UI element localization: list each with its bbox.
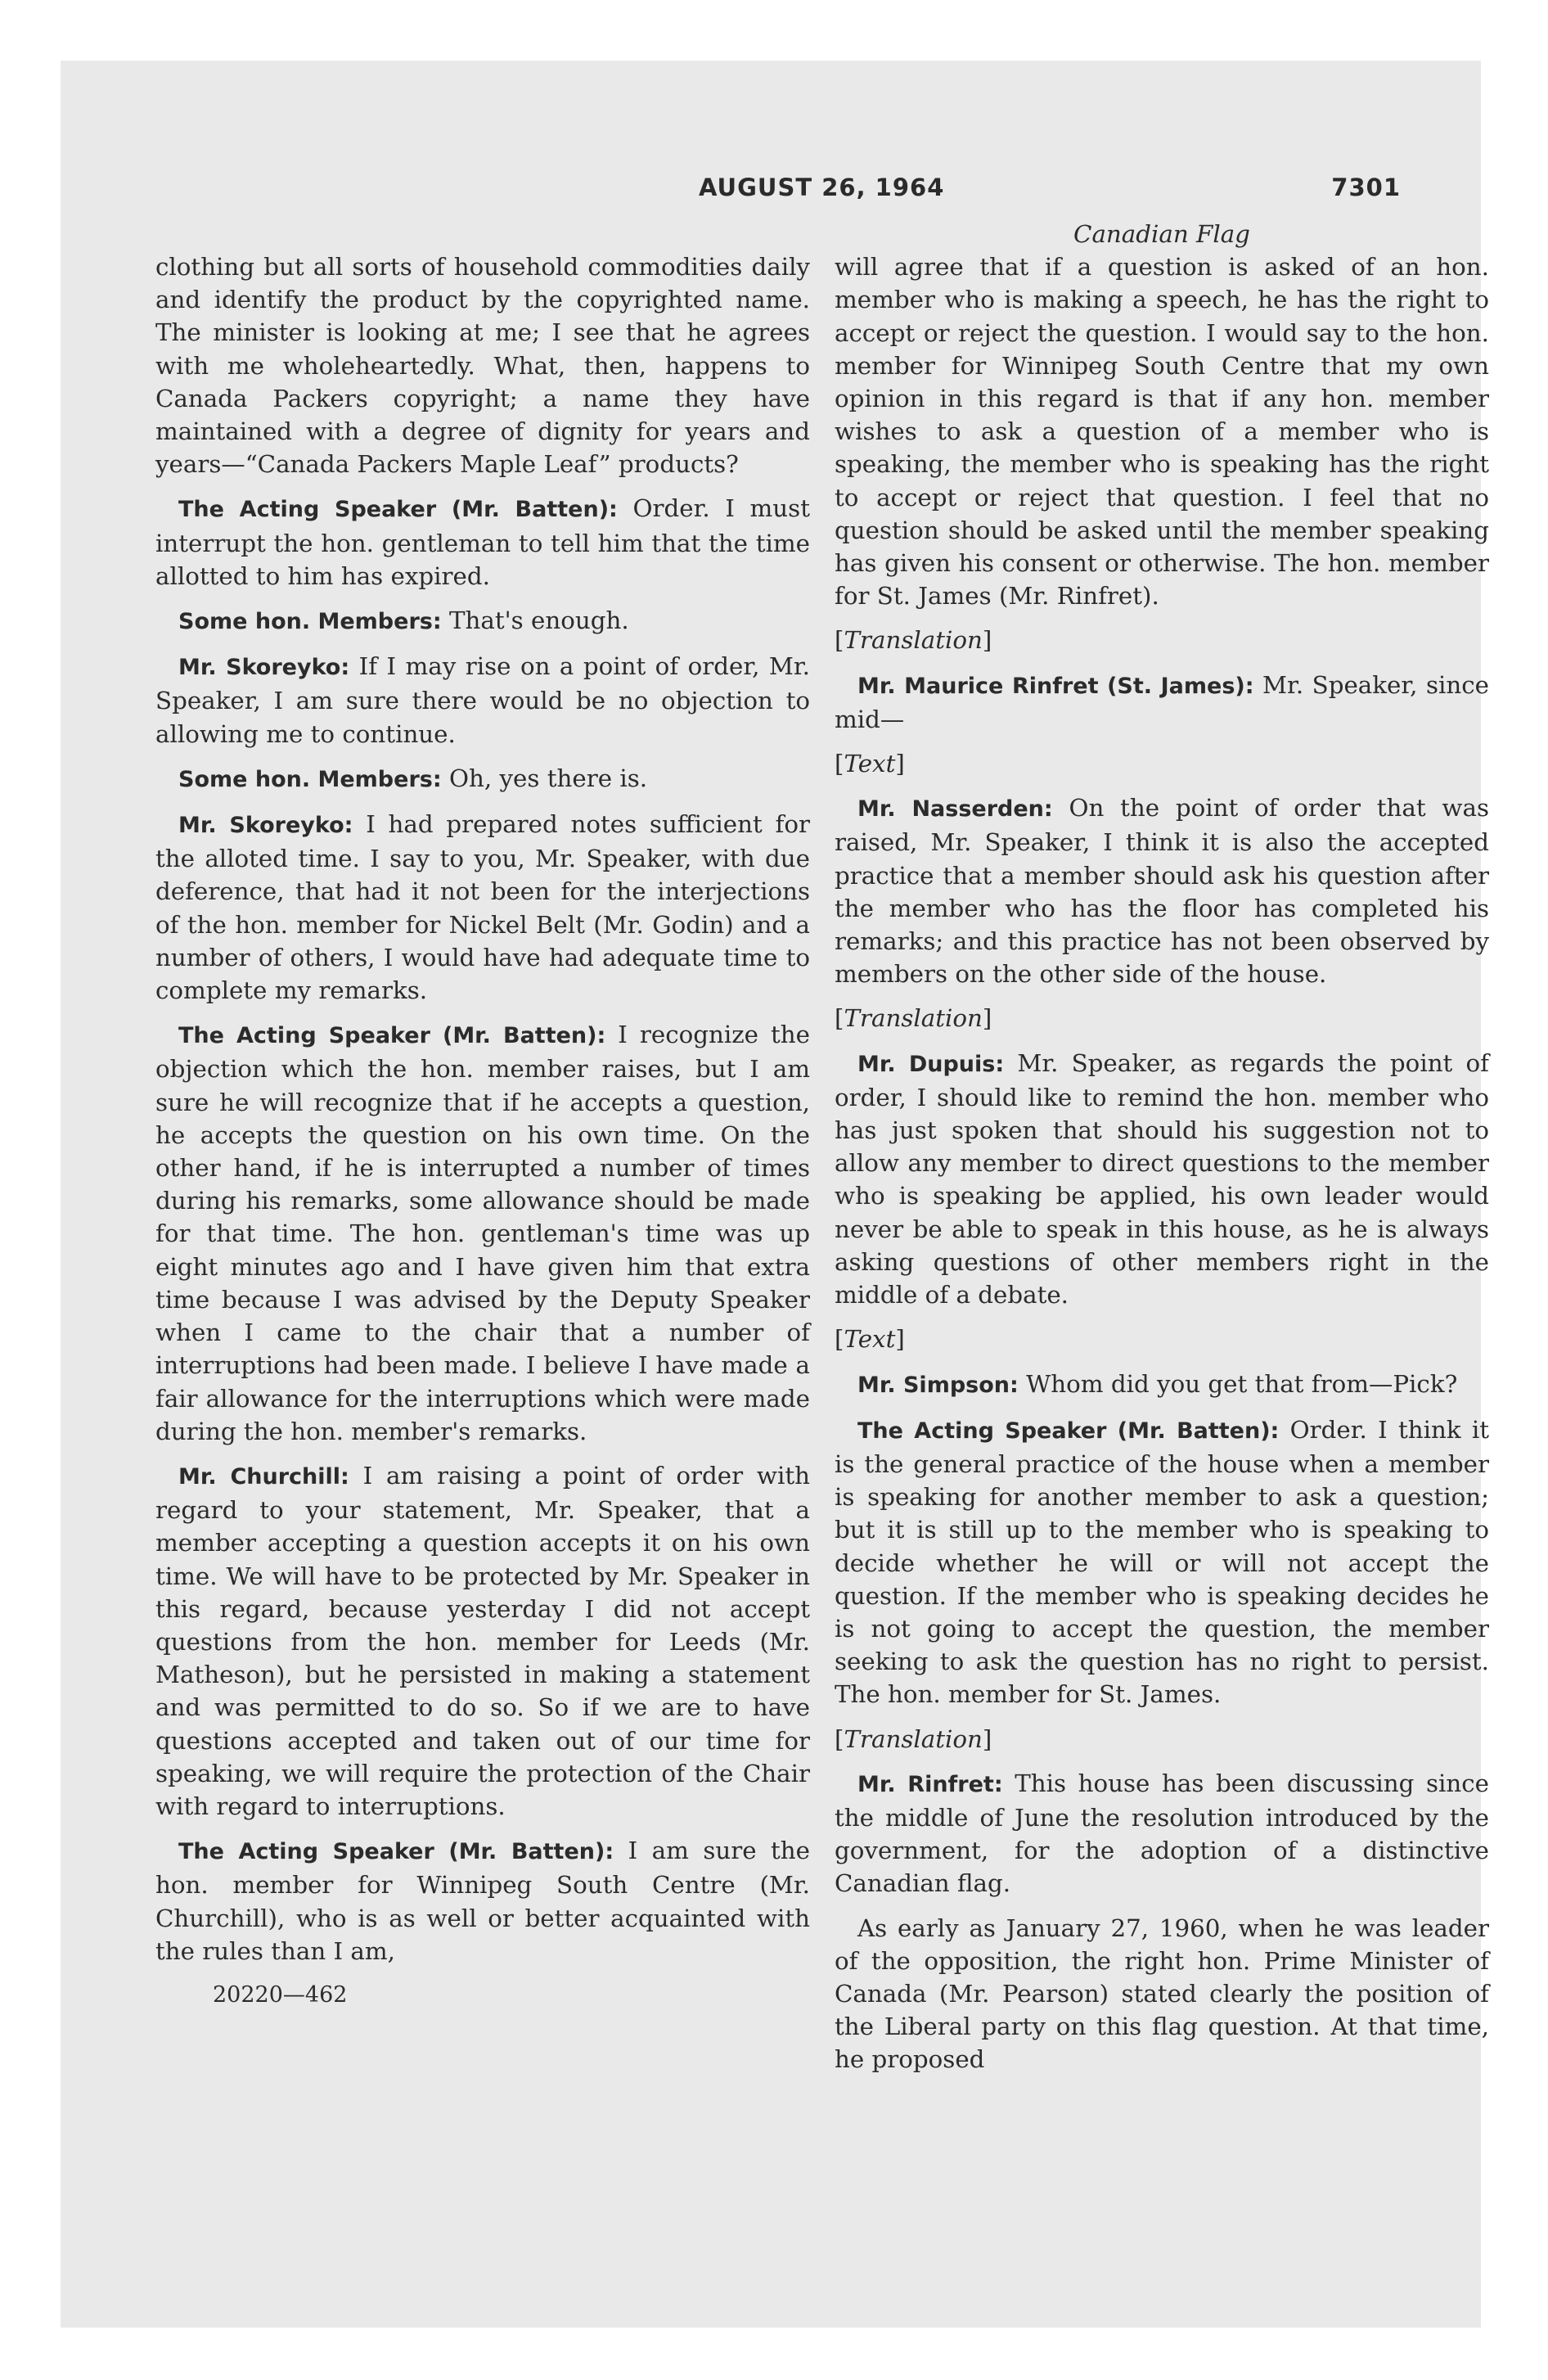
page-number: 7301 xyxy=(1331,174,1401,201)
paragraph-text: Oh, yes there is. xyxy=(448,764,648,792)
speaker-name: The Acting Speaker (Mr. Batten): xyxy=(178,1023,606,1049)
paragraph xyxy=(155,250,810,480)
speaker-name: Mr. Maurice Rinfret (St. James): xyxy=(857,673,1254,699)
language-marker: [Translation] xyxy=(835,626,992,655)
speech-paragraph xyxy=(155,1459,810,1823)
right-column xyxy=(835,218,1489,2088)
paragraph-text: That's enough. xyxy=(448,606,629,635)
language-marker: [Text] xyxy=(835,750,905,778)
speaker-name: Mr. Nasserden: xyxy=(857,796,1053,823)
speaker-name: The Acting Speaker (Mr. Batten): xyxy=(178,497,618,523)
speech-paragraph xyxy=(155,1834,810,1968)
language-marker-text: Translation xyxy=(844,1724,983,1753)
paragraph-text: On the point of order that was raised, Mr. Speaker, I think it is also the accepted practice that a member should ask his question after the member who has the floor has completed his remarks; and this practice has not been observed by members on the other side of the house. xyxy=(835,794,1489,989)
speech-paragraph xyxy=(155,1018,810,1448)
paragraph-text: Order. I think it is the general practice of the house when a member is speaking for another member to ask a question; but it is still up to the member who is speaking to decide whether he will or will not accept the question. If the member who is speaking decides he is not going to accept the question, the member seeking to ask the question has no right to persist. The hon. member for St. James. xyxy=(835,1415,1489,1709)
speech-paragraph xyxy=(155,650,810,751)
language-marker: [Text] xyxy=(835,1325,905,1354)
speech-paragraph xyxy=(835,791,1489,990)
speaker-name: Mr. Skoreyko: xyxy=(178,813,353,839)
speech-paragraph xyxy=(835,1047,1489,1312)
paragraph-text: As early as January 27, 1960, when he was leader of the opposition, the right hon. Prime Minister of Canada (Mr. Pearson) stated clearly the position of the Liberal party on this flag question. At that time, he proposed xyxy=(835,1913,1489,2074)
speaker-name: Some hon. Members: xyxy=(178,609,442,635)
language-marker-text: Text xyxy=(844,750,896,778)
speaker-name: Some hon. Members: xyxy=(178,766,442,792)
speech-paragraph xyxy=(155,762,810,796)
speech-paragraph xyxy=(835,669,1489,736)
header-date: AUGUST 26, 1964 xyxy=(699,174,945,201)
paragraph-text: Whom did you get that from—Pick? xyxy=(1026,1369,1458,1398)
speech-paragraph xyxy=(835,1413,1489,1711)
language-marker: [Translation] xyxy=(835,1724,992,1753)
speech-paragraph xyxy=(155,492,810,593)
paragraph xyxy=(835,250,1489,612)
language-marker-text: Text xyxy=(844,1325,896,1354)
paragraph-text: Order. I must interrupt the hon. gentleman to tell him that the time allotted to him has expired. xyxy=(155,494,810,590)
speaker-name: The Acting Speaker (Mr. Batten): xyxy=(178,1839,614,1865)
paragraph-text: I recognize the objection which the hon. member raises, but I am sure he will recognize that if he accepts a question, he accepts the question on his own time. On the other hand, if he is interrupted a number of times during his remarks, some allowance should be made for that time. The hon. gentleman's time was up eight minutes ago and I have given him that extra time because I was advised by the Deputy Speaker when I came to the chair that a number of interruptions had been made. I believe I have made a fair allowance for the interruptions which were made during the hon. member's remarks. xyxy=(155,1021,810,1445)
paragraph-text: Mr. Speaker, since mid— xyxy=(835,670,1489,733)
paragraph-text: If I may rise on a point of order, Mr. Speaker, I am sure there would be no objection to allowing me to continue. xyxy=(155,652,810,748)
language-marker: [Translation] xyxy=(835,1004,992,1033)
speaker-name: Mr. Dupuis: xyxy=(857,1051,1005,1077)
paragraph-text: I had prepared notes sufficient for the alloted time. I say to you, Mr. Speaker, with due deference, that had it not been for the interjections of the hon. member for Nickel Belt (Mr. Godin) and a number of others, I would have had adequate time to complete my remarks. xyxy=(155,810,810,1005)
speech-paragraph xyxy=(155,604,810,638)
speaker-name: The Acting Speaker (Mr. Batten): xyxy=(857,1418,1280,1444)
paragraph-text: will agree that if a question is asked of an hon. member who is making a speech, he has the right to accept or reject the question. I would say to the hon. member for Winnipeg South Centre that my own opinion in this regard is that if any hon. member wishes to ask a question of a member who is speaking, the member who is speaking has the right to accept or reject that question. I feel that no question should be asked until the member speaking has given his consent or otherwise. The hon. member for St. James (Mr. Rinfret). xyxy=(835,253,1489,611)
speaker-name: Mr. Rinfret: xyxy=(857,1771,1003,1797)
speech-paragraph xyxy=(835,1767,1489,1900)
page-scan xyxy=(61,61,1489,2328)
paragraph-text: Mr. Speaker, as regards the point of order, I should like to remind the hon. member who has just spoken that should his suggestion not to allow any member to direct questions to the member who is speaking be applied, his own leader would never be able to speak in this house, as he is always asking questions of other members right in the middle of a debate. xyxy=(835,1048,1489,1309)
speaker-name: Mr. Simpson: xyxy=(857,1372,1019,1398)
left-column xyxy=(155,250,810,2012)
paragraph xyxy=(835,1912,1489,2076)
paragraph-text: I am sure the hon. member for Winnipeg South Centre (Mr. Churchill), who is as well or better acquainted with the rules than I am, xyxy=(155,1837,811,1965)
running-head: Canadian Flag xyxy=(1073,220,1250,248)
speaker-name: Mr. Skoreyko: xyxy=(178,655,350,681)
paragraph-text: This house has been discussing since the middle of June the resolution introduced by the government, for the adoption of a distinctive Canadian flag. xyxy=(835,1769,1489,1898)
paragraph-text: I am raising a point of order with regard to your statement, Mr. Speaker, that a member accepting a question accepts it on his own time. We will have to be protected by Mr. Speaker in this regard, because yesterday I did not accept questions from the hon. member for Leeds (Mr. Matheson), but he persisted in making a statement and was permitted to do so. So if we are to have questions accepted and taken out of our time for speaking, we will require the protection of the Chair with regard to interruptions. xyxy=(155,1461,810,1820)
page-header xyxy=(61,174,1481,210)
speaker-name: Mr. Churchill: xyxy=(178,1463,349,1490)
speech-paragraph xyxy=(835,1368,1489,1402)
speech-paragraph xyxy=(155,808,810,1007)
language-marker-text: Translation xyxy=(844,1004,983,1033)
language-marker-text: Translation xyxy=(844,626,983,655)
paragraph-text: clothing but all sorts of household commodities daily and identify the product by the copyrighted name. The minister is looking at me; I see that he agrees with me wholeheartedly. What, then, happens to Canada Packers copyright; a name they have maintained with a degree of dignity for years and years—“Canada Packers Maple Leaf” products? xyxy=(155,253,810,479)
signature-code: 20220—462 xyxy=(213,1981,348,2008)
